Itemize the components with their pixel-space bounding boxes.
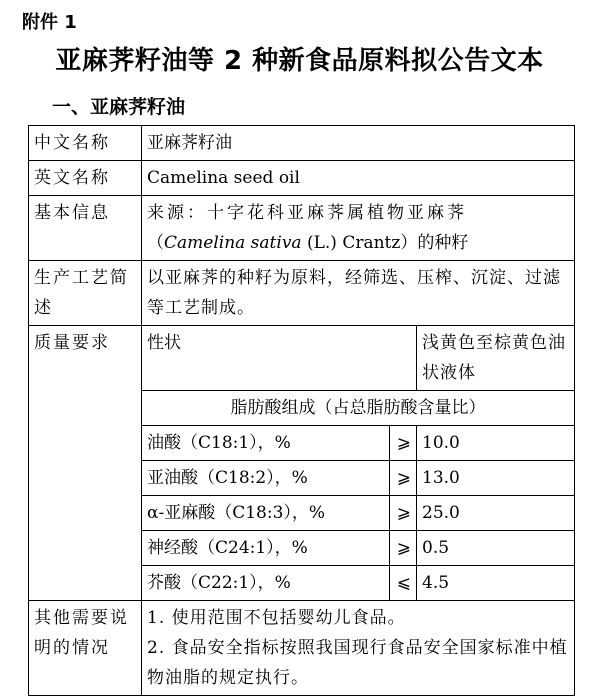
latin-name: Camelina sativa <box>164 233 302 253</box>
basic-info-latin-line <box>147 228 569 258</box>
label-basic-info: 基本信息 <box>29 196 142 261</box>
fatty-acid-name: 亚油酸（C18:2），% <box>142 461 390 496</box>
row-basic-info <box>29 196 575 261</box>
row-quality-property <box>29 326 575 391</box>
label-other: 其他需要说明的情况 <box>29 601 142 696</box>
value-english-name: Camelina seed oil <box>142 161 575 196</box>
row-chinese-name <box>29 126 575 161</box>
label-process: 生产工艺简述 <box>29 261 142 326</box>
comparison-symbol: ⩽ <box>390 566 417 601</box>
row-process <box>29 261 575 326</box>
fatty-acid-value: 0.5 <box>417 531 575 566</box>
latin-author: (L.) Crantz <box>301 233 401 253</box>
comparison-symbol: ⩾ <box>390 496 417 531</box>
fatty-acid-value: 25.0 <box>417 496 575 531</box>
value-chinese-name: 亚麻荠籽油 <box>142 126 575 161</box>
note-item: 1. 使用范围不包括婴幼儿食品。 <box>147 608 406 628</box>
label-english-name: 英文名称 <box>29 161 142 196</box>
fatty-acid-header: 脂肪酸组成（占总脂肪酸含量比） <box>142 391 575 426</box>
fatty-acid-value: 13.0 <box>417 461 575 496</box>
basic-info-tail: ）的种籽 <box>400 233 469 253</box>
document-title: 亚麻荠籽油等 2 种新食品原料拟公告文本 <box>55 46 544 76</box>
fatty-acid-name: 神经酸（C24:1），% <box>142 531 390 566</box>
section-heading: 一、亚麻荠籽油 <box>52 96 186 118</box>
fatty-acid-value: 10.0 <box>417 426 575 461</box>
fatty-acid-value: 4.5 <box>417 566 575 601</box>
comparison-symbol: ⩾ <box>390 531 417 566</box>
basic-info-source: 来源：十字花科亚麻荠属植物亚麻荠 <box>147 203 467 223</box>
comparison-symbol: ⩾ <box>390 426 417 461</box>
fatty-acid-name: 芥酸（C22:1），% <box>142 566 390 601</box>
specification-table <box>28 125 575 696</box>
paren-open: （ <box>147 233 164 253</box>
row-other <box>29 601 575 696</box>
value-other <box>142 601 575 696</box>
label-chinese-name: 中文名称 <box>29 126 142 161</box>
note-item: 2. 食品安全指标按照我国现行食品安全国家标准中植物油脂的规定执行。 <box>147 638 568 688</box>
label-quality: 质量要求 <box>29 326 142 601</box>
value-basic-info <box>142 196 575 261</box>
fatty-acid-name: α-亚麻酸（C18:3），% <box>142 496 390 531</box>
value-process: 以亚麻荠的种籽为原料，经筛选、压榨、沉淀、过滤等工艺制成。 <box>142 261 575 326</box>
row-english-name <box>29 161 575 196</box>
comparison-symbol: ⩾ <box>390 461 417 496</box>
attachment-label: 附件 1 <box>22 12 77 33</box>
fatty-acid-name: 油酸（C18:1），% <box>142 426 390 461</box>
property-value: 浅黄色至棕黄色油状液体 <box>417 326 575 391</box>
property-label: 性状 <box>142 326 417 391</box>
